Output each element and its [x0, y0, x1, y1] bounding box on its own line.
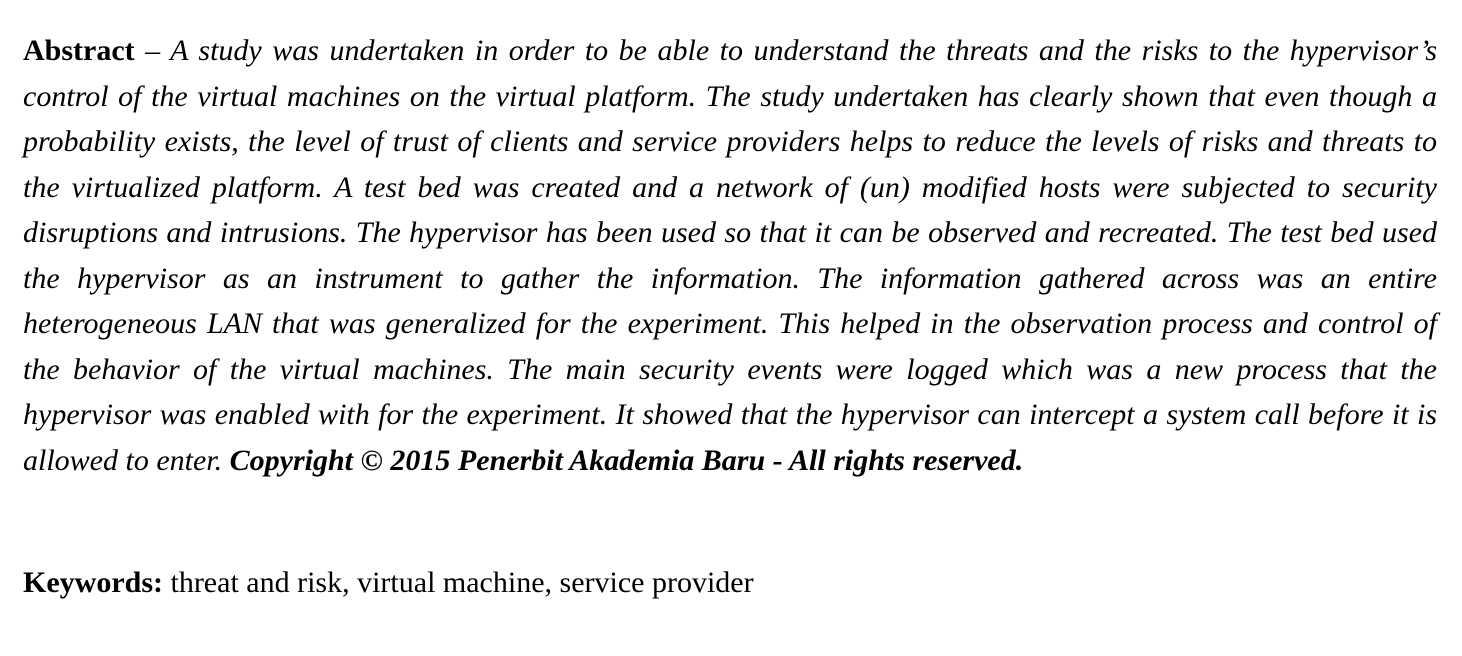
keywords-list: threat and risk, virtual machine, service provider — [170, 566, 754, 599]
keywords-label: Keywords: — [23, 566, 163, 599]
keywords-line — [23, 560, 1437, 605]
abstract-separator: – — [134, 34, 171, 67]
abstract-paragraph — [23, 28, 1437, 483]
abstract-label: Abstract — [23, 34, 135, 67]
copyright-notice: Copyright © 2015 Penerbit Akademia Baru - All rights reserved. — [229, 443, 1024, 477]
abstract-body: A study was undertaken in order to be able to understand the threats and the risks to the hypervisor’s control of the virtual machines on the virtual platform. The study undertaken has clearly shown that even though a probability exists, the level of trust of clients and service providers helps to reduce the levels of risks and threats to the virtualized platform. A test bed was created and a network of (un) modified hosts were subjected to security disruptions and intrusions. The hypervisor has been used so that it can be observed and recreated. The test bed used the hypervisor as an instrument to gather the information. The information gathered across was an entire heterogeneous LAN that was generalized for the experiment. This helped in the observation process and control of the behavior of the virtual machines. The main security events were logged which was a new process that the hypervisor was enabled with for the experiment. It showed that the hypervisor can intercept a system call before it is allowed to enter. — [23, 34, 1437, 477]
